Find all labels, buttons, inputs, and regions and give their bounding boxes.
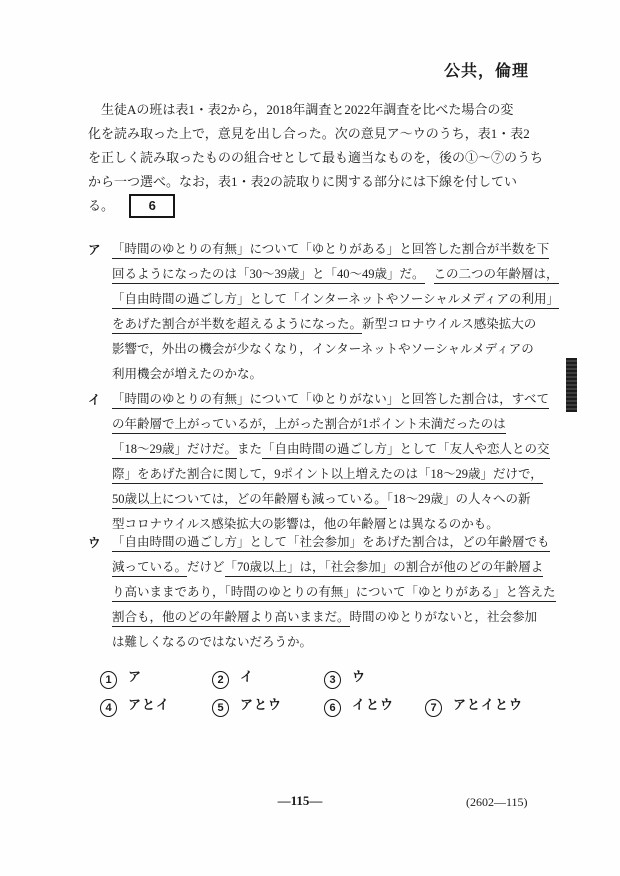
text-line bbox=[112, 263, 559, 288]
choice-6-label: イとウ bbox=[352, 697, 395, 712]
intro-line: 化を読み取った上で，意見を出し合った。次の意見ア～ウのうち，表1・表2 bbox=[88, 126, 530, 141]
text-line bbox=[112, 631, 540, 656]
plain-text: 新型コロナウイルス感染拡大の bbox=[362, 317, 537, 331]
underlined-text: 「自由時間の過ごし方」として「社会参加」をあげた割合は，どの年齢層でも bbox=[112, 535, 550, 552]
opinion-i-label: イ bbox=[88, 393, 101, 407]
choice-2-label: イ bbox=[240, 669, 255, 684]
opinion-u bbox=[88, 531, 556, 656]
opinion-a-text bbox=[112, 238, 560, 388]
circled-number-2: 2 bbox=[212, 671, 229, 689]
intro-line: を正しく読み取ったものの組合せとして最も適当なものを，後の①～⑦のうち bbox=[88, 150, 544, 165]
text-line bbox=[112, 438, 550, 463]
circled-number-6: 6 bbox=[324, 699, 341, 717]
underlined-text: 50歳以上については，どの年齢層も減っている。 bbox=[112, 492, 387, 509]
underlined-text: 「時間のゆとりの有無」について「ゆとりがない」と回答した割合は，すべて bbox=[112, 392, 549, 409]
underlined-text: 「18～29歳」だけだ。 bbox=[112, 442, 237, 459]
choice-4-label: アとイ bbox=[128, 697, 171, 712]
text-line bbox=[112, 313, 540, 338]
opinion-i bbox=[88, 388, 550, 538]
underlined-text: り高いままであり，「時間のゆとりの有無」について「ゆとりがある」と答えた bbox=[112, 585, 556, 602]
text-line bbox=[112, 338, 540, 363]
plain-text: だけど bbox=[187, 560, 225, 574]
text-line bbox=[112, 363, 540, 388]
question-number-box: 6 bbox=[129, 194, 175, 218]
text-line bbox=[112, 238, 550, 263]
underlined-text: の年齢層で上がっているが，上がった割合が1ポイント未満だったのは bbox=[112, 417, 506, 434]
plain-text: 型コロナウイルス感染拡大の影響は，他の年齢層とは異なるのかも。 bbox=[112, 517, 499, 531]
plain-text: また bbox=[237, 442, 263, 456]
underlined-text: 「自由時間の過ごし方」として「友人や恋人との交 bbox=[262, 442, 550, 459]
scan-artifact-bar bbox=[566, 358, 577, 412]
circled-number-7: 7 bbox=[425, 699, 442, 717]
intro-line-last bbox=[88, 194, 540, 218]
page-number: —115— bbox=[277, 793, 323, 808]
text-line bbox=[112, 531, 550, 556]
plain-text: 利用機会が増えたのかな。 bbox=[112, 367, 263, 381]
print-code: (2602—115) bbox=[466, 795, 528, 809]
underlined-text: 際」をあげた割合に関して，9ポイント以上増えたのは「18～29歳」だけで， bbox=[112, 467, 543, 484]
opinion-a-label: ア bbox=[88, 243, 101, 257]
underlined-text: 「時間のゆとりの有無」について「ゆとりがある」と回答した割合が半数を下 bbox=[112, 242, 549, 259]
choice-3 bbox=[324, 666, 366, 688]
page-header-title: 公共，倫理 bbox=[444, 63, 530, 80]
choice-3-label: ウ bbox=[352, 669, 367, 684]
circled-number-5: 5 bbox=[212, 699, 229, 717]
choice-6 bbox=[324, 694, 394, 716]
plain-text: は難しくなるのではないだろうか。 bbox=[112, 635, 313, 649]
underlined-text: 減っている。 bbox=[112, 560, 187, 577]
text-line bbox=[112, 413, 540, 438]
text-line bbox=[112, 581, 556, 606]
plain-text: 影響で，外出の機会が少なくなり，インターネットやソーシャルメディアの bbox=[112, 342, 534, 356]
opinion-u-label: ウ bbox=[88, 536, 101, 550]
intro-line-end-text: る。 bbox=[88, 198, 115, 213]
underlined-text: 回るようになったのは「30～39歳」と「40～49歳」だ。 bbox=[112, 267, 425, 284]
text-line bbox=[112, 556, 544, 581]
answer-choices bbox=[100, 666, 570, 724]
text-line bbox=[112, 606, 540, 631]
underlined-text: この二つの年齢層は， bbox=[434, 267, 559, 284]
intro-line: から一つ選べ。なお，表1・表2の読取りに関する部分には下線を付してい bbox=[88, 174, 518, 189]
plain-text: 時間のゆとりがないと，社会参加 bbox=[349, 610, 538, 624]
choice-7-label: アとイとウ bbox=[453, 697, 524, 712]
choice-1-label: ア bbox=[128, 669, 143, 684]
text-line bbox=[112, 388, 550, 413]
choice-5 bbox=[212, 694, 282, 716]
intro-line: 生徒Aの班は表1・表2から，2018年調査と2022年調査を比べた場合の変 bbox=[101, 102, 514, 117]
text-line bbox=[112, 488, 540, 513]
plain-text: 「18～29歳」の人々への新 bbox=[386, 492, 531, 506]
choice-7 bbox=[425, 694, 523, 716]
circled-number-4: 4 bbox=[100, 699, 117, 717]
question-intro bbox=[88, 98, 544, 218]
text-line bbox=[112, 463, 543, 488]
choice-1 bbox=[100, 666, 142, 688]
opinion-i-text bbox=[112, 388, 550, 538]
choice-5-label: アとウ bbox=[240, 697, 283, 712]
circled-number-3: 3 bbox=[324, 671, 341, 689]
text-line bbox=[112, 288, 560, 313]
choice-4 bbox=[100, 694, 170, 716]
opinion-u-text bbox=[112, 531, 556, 656]
underlined-text: 「70歳以上」は，「社会参加」の割合が他のどの年齢層よ bbox=[225, 560, 544, 577]
opinion-a bbox=[88, 238, 560, 388]
circled-number-1: 1 bbox=[100, 671, 117, 689]
underlined-text: 割合も，他のどの年齢層より高いままだ。 bbox=[112, 610, 350, 627]
underlined-text: をあげた割合が半数を超えるようになった。 bbox=[112, 317, 362, 334]
choice-2 bbox=[212, 666, 254, 688]
underlined-text: 「自由時間の過ごし方」として「インターネットやソーシャルメディアの利用」 bbox=[112, 292, 559, 309]
